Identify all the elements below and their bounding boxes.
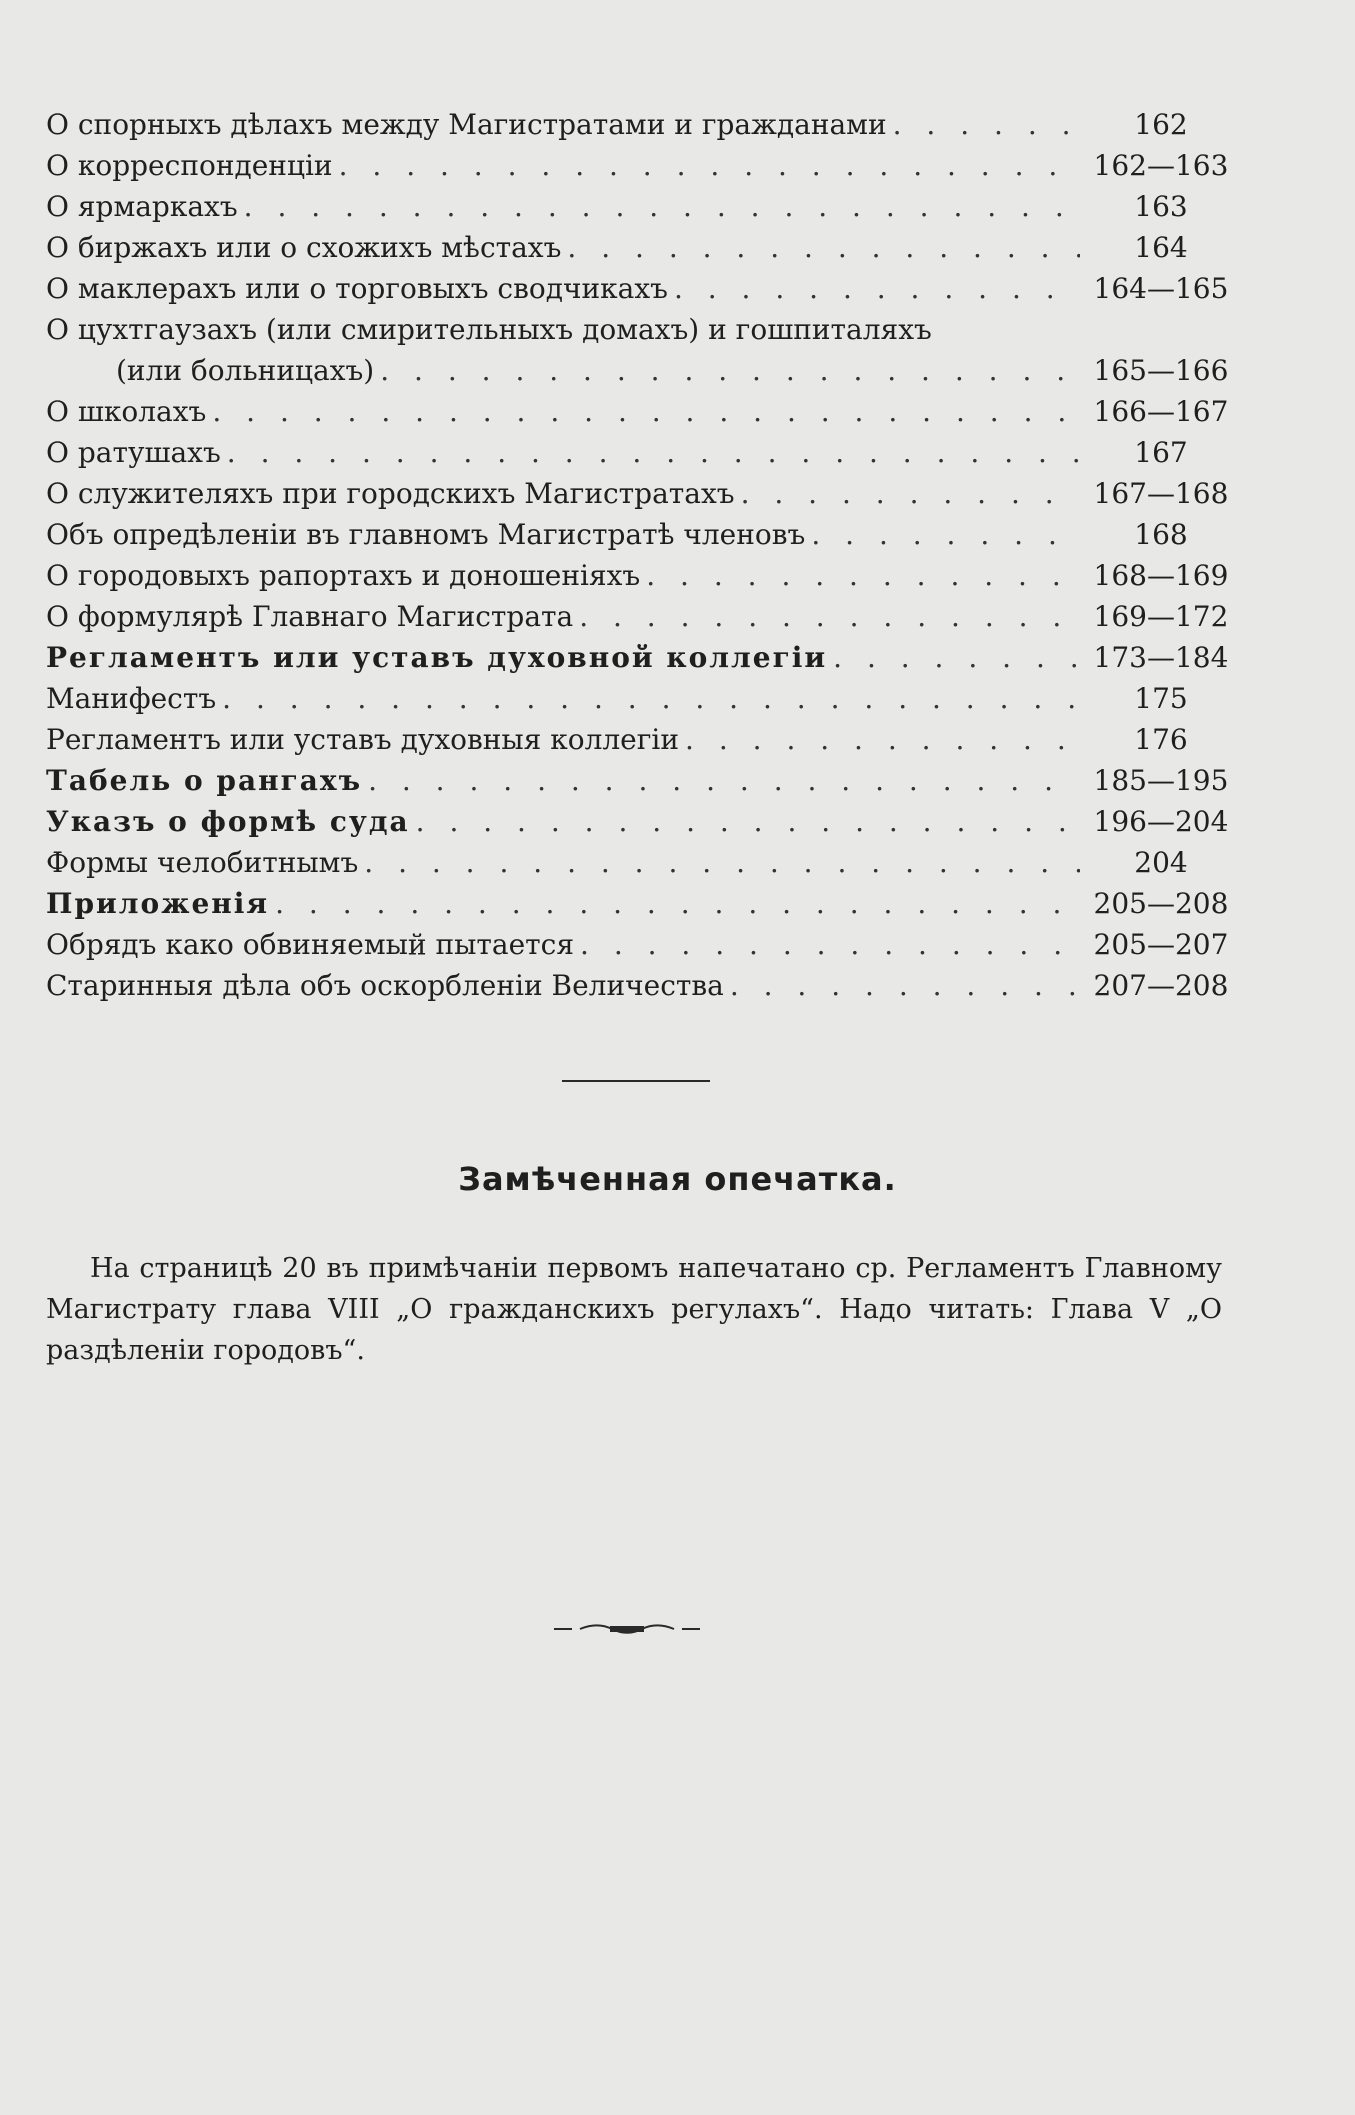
toc-entry	[46, 924, 1236, 965]
toc-entry-title: (или больницахъ)	[116, 354, 375, 387]
toc-entry	[46, 309, 1236, 350]
section-divider	[562, 1080, 710, 1082]
toc-entry	[46, 719, 1236, 760]
toc-entry	[46, 842, 1236, 883]
toc-entry-pages: 168—169	[1093, 559, 1229, 592]
toc-entry	[46, 596, 1236, 637]
toc-leader-dots	[646, 555, 1080, 596]
toc-entry-title: О служителяхъ при городскихъ Магистратахъ	[46, 477, 735, 510]
toc-entry	[46, 432, 1236, 473]
toc-entry-pages: 169—172	[1093, 600, 1229, 633]
toc-leader-dots	[380, 350, 1080, 391]
toc-leader-dots	[674, 268, 1080, 309]
errata-text: На страницѣ 20 въ примѣчаніи первомъ напечатано ср. Регламентъ Главному Магистрату глава VIII „О гражданскихъ регулахъ“. Надо читать: Глава V „О раздѣленіи городовъ“.	[46, 1253, 1222, 1366]
toc-entry-pages: 175	[1134, 682, 1188, 715]
toc-entry-title: О спорныхъ дѣлахъ между Магистратами и гражданами	[46, 108, 887, 141]
toc-leader-dots	[580, 924, 1080, 965]
toc-entry	[46, 104, 1236, 145]
toc-entry	[46, 637, 1236, 678]
toc-leader-dots	[893, 104, 1080, 145]
toc-entry-title: Старинныя дѣла объ оскорбленіи Величества	[46, 969, 724, 1002]
toc-entry-title: Формы челобитнымъ	[46, 846, 359, 879]
toc-entry-title: О маклерахъ или о торговыхъ сводчикахъ	[46, 272, 668, 305]
toc-entry-title: Табель о рангахъ	[46, 764, 363, 797]
toc-entry-title: О городовыхъ рапортахъ и доношеніяхъ	[46, 559, 641, 592]
toc-leader-dots	[730, 965, 1080, 1006]
toc-leader-dots	[368, 760, 1080, 801]
toc-entry	[46, 883, 1236, 924]
toc-entry-title: Регламентъ или уставъ духовной коллегіи	[46, 641, 828, 674]
toc-entry	[46, 145, 1236, 186]
toc-leader-dots	[244, 186, 1080, 227]
toc-leader-dots	[222, 678, 1080, 719]
toc-entry-pages: 185—195	[1093, 764, 1229, 797]
toc-entry	[46, 473, 1236, 514]
toc-entry-title: О биржахъ или о схожихъ мѣстахъ	[46, 231, 562, 264]
errata-heading: Замѣченная опечатка.	[458, 1160, 897, 1198]
toc-entry	[46, 227, 1236, 268]
toc-entry	[46, 801, 1236, 842]
toc-leader-dots	[227, 432, 1080, 473]
toc-entry	[46, 186, 1236, 227]
toc-entry-pages: 207—208	[1093, 969, 1229, 1002]
ornament-icon	[552, 1622, 702, 1636]
toc-entry-title: Регламентъ или уставъ духовныя коллегіи	[46, 723, 680, 756]
toc-leader-dots	[685, 719, 1080, 760]
toc-leader-dots	[339, 145, 1080, 186]
toc-entry-pages: 164	[1134, 231, 1188, 264]
toc-entry-pages: 205—207	[1093, 928, 1229, 961]
toc-entry	[46, 760, 1236, 801]
table-of-contents	[46, 104, 1236, 1006]
toc-entry-pages: 162—163	[1093, 149, 1229, 182]
toc-entry-title: Обрядъ како обвиняемый пытается	[46, 928, 575, 961]
toc-entry-pages: 166—167	[1093, 395, 1229, 428]
toc-entry-pages: 205—208	[1093, 887, 1229, 920]
toc-entry-pages: 173—184	[1093, 641, 1229, 674]
toc-entry-title: О ярмаркахъ	[46, 190, 238, 223]
toc-entry	[46, 555, 1236, 596]
toc-entry	[46, 965, 1236, 1006]
toc-entry-pages: 167	[1134, 436, 1188, 469]
toc-entry-pages: 163	[1134, 190, 1188, 223]
toc-entry-title: О цухтгаузахъ (или смирительныхъ домахъ) и гошпиталяхъ	[46, 313, 932, 346]
toc-entry-title: Объ опредѣленіи въ главномъ Магистратѣ членовъ	[46, 518, 806, 551]
toc-entry-pages: 162	[1134, 108, 1188, 141]
toc-entry-title: О ратушахъ	[46, 436, 221, 469]
toc-entry-pages: 167—168	[1093, 477, 1229, 510]
toc-entry-pages: 165—166	[1093, 354, 1229, 387]
toc-entry-pages: 204	[1134, 846, 1188, 879]
toc-entry-title: О корреспонденціи	[46, 149, 333, 182]
toc-entry-title: О формулярѣ Главнаго Магистрата	[46, 600, 574, 633]
toc-leader-dots	[416, 801, 1080, 842]
toc-leader-dots	[364, 842, 1080, 883]
toc-entry	[46, 391, 1236, 432]
toc-leader-dots	[811, 514, 1080, 555]
toc-entry	[46, 678, 1236, 719]
toc-leader-dots	[741, 473, 1080, 514]
errata-paragraph	[46, 1248, 1222, 1371]
toc-entry	[46, 350, 1236, 391]
toc-entry	[46, 268, 1236, 309]
toc-entry-pages: 196—204	[1093, 805, 1229, 838]
toc-leader-dots	[567, 227, 1080, 268]
toc-entry	[46, 514, 1236, 555]
toc-entry-pages: 176	[1134, 723, 1188, 756]
toc-entry-title: Манифестъ	[46, 682, 217, 715]
toc-entry-pages: 168	[1134, 518, 1188, 551]
toc-entry-title: О школахъ	[46, 395, 207, 428]
toc-leader-dots	[833, 637, 1080, 678]
toc-leader-dots	[212, 391, 1080, 432]
toc-entry-pages: 164—165	[1093, 272, 1229, 305]
toc-leader-dots	[275, 883, 1080, 924]
toc-entry-title: Приложенія	[46, 887, 270, 920]
toc-entry-title: Указъ о формѣ суда	[46, 805, 410, 838]
toc-leader-dots	[579, 596, 1080, 637]
